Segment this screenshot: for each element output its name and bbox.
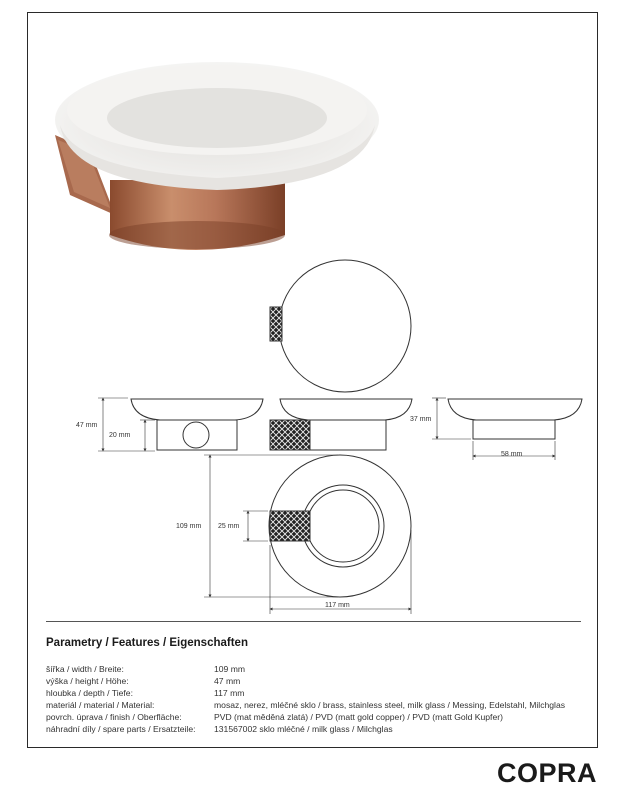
- feature-label: materiál / material / Material:: [46, 700, 155, 711]
- section-divider: [46, 621, 581, 622]
- dim-side-height: 37 mm: [410, 416, 432, 423]
- features-table: [46, 663, 565, 736]
- dim-depth: 109 mm: [176, 523, 202, 530]
- feature-value: 131567002 sklo mléčné / milk glass / Milchglas: [214, 724, 393, 735]
- dim-overall-height: 47 mm: [76, 422, 98, 429]
- feature-value: PVD (mat měděná zlatá) / PVD (matt gold copper) / PVD (matt Gold Kupfer): [214, 712, 503, 723]
- feature-label: náhradní díly / spare parts / Ersatzteile:: [46, 724, 196, 735]
- feature-label: povrch. úprava / finish / Oberfläche:: [46, 712, 182, 723]
- feature-label: výška / height / Höhe:: [46, 676, 129, 687]
- feature-value: 117 mm: [214, 688, 245, 699]
- dim-base-height: 20 mm: [109, 432, 131, 439]
- feature-row: [46, 675, 565, 687]
- dim-knurl-height: 25 mm: [218, 523, 240, 530]
- feature-value: 47 mm: [214, 676, 241, 687]
- feature-row: [46, 723, 565, 735]
- feature-value: 109 mm: [214, 664, 246, 674]
- feature-row: [46, 663, 565, 675]
- features-title: Parametry / Features / Eigenschaften: [46, 637, 248, 649]
- feature-row: [46, 711, 565, 723]
- dim-width: 117 mm: [325, 602, 350, 609]
- feature-row: [46, 699, 565, 711]
- feature-value: mosaz, nerez, mléčné sklo / brass, stainless steel, milk glass / Messing, Edelstahl, Milchglas: [214, 700, 566, 711]
- dim-base-diameter: 58 mm: [501, 451, 523, 458]
- feature-label: šířka / width / Breite:: [46, 664, 124, 674]
- brand-name: COPRA: [497, 758, 598, 788]
- feature-label: hloubka / depth / Tiefe:: [46, 688, 133, 699]
- feature-row: [46, 687, 565, 699]
